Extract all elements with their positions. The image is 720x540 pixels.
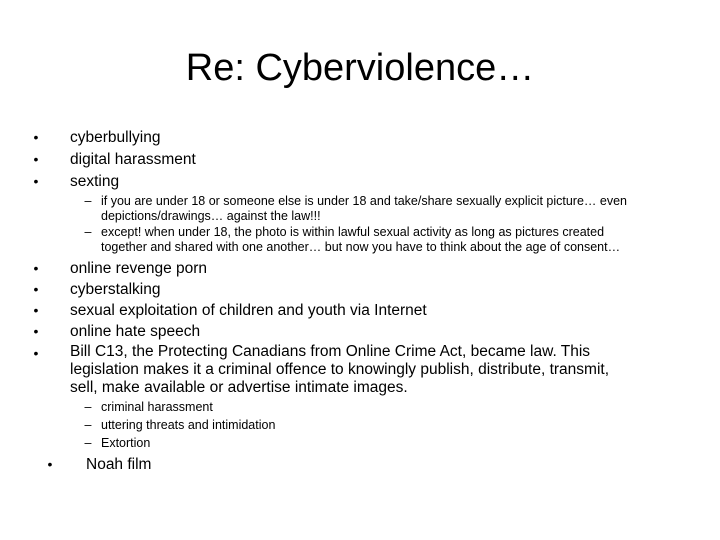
- text-line: depictions/drawings… against the law!!!: [101, 209, 321, 223]
- list-item-text: sexual exploitation of children and youth via Internet: [70, 302, 427, 319]
- bullet-icon: •: [33, 173, 39, 189]
- text-line: if you are under 18 or someone else is under 18 and take/share sexually explicit picture… even: [101, 194, 627, 208]
- bullet-icon: •: [33, 151, 39, 167]
- sub-list-item-text: criminal harassment: [101, 400, 213, 414]
- sub-list-item-text: [101, 194, 701, 224]
- bullet-icon: •: [33, 129, 39, 145]
- bullet-icon: •: [33, 260, 39, 276]
- list-item-text: cyberbullying: [70, 129, 161, 146]
- text-line: legislation makes it a criminal offence to knowingly publish, distribute, transmit,: [70, 361, 610, 378]
- bullet-icon: •: [33, 281, 39, 297]
- list-item-text: [70, 343, 670, 397]
- list-item-text: digital harassment: [70, 151, 196, 168]
- dash-icon: –: [84, 418, 92, 432]
- list-item-text: online hate speech: [70, 323, 201, 340]
- slide-title: Re: Cyberviolence…: [185, 47, 535, 89]
- text-line: sell, make available or advertise intimate images.: [70, 379, 408, 396]
- text-line: together and shared with one another… but now you have to think about the age of consent…: [101, 240, 621, 254]
- list-item-text: cyberstalking: [70, 281, 161, 298]
- bullet-icon: •: [33, 323, 39, 339]
- bullet-icon: •: [47, 456, 53, 472]
- bullet-icon: •: [33, 302, 39, 318]
- dash-icon: –: [84, 194, 92, 208]
- bullet-icon: •: [33, 345, 39, 361]
- sub-list-item-text: [101, 225, 701, 255]
- list-item-text: online revenge porn: [70, 260, 208, 277]
- dash-icon: –: [84, 400, 92, 414]
- text-line: Bill C13, the Protecting Canadians from Online Crime Act, became law. This: [70, 343, 591, 360]
- list-item-text: Noah film: [86, 456, 152, 473]
- dash-icon: –: [84, 225, 92, 239]
- list-item-text: sexting: [70, 173, 120, 190]
- text-line: except! when under 18, the photo is within lawful sexual activity as long as pictures created: [101, 225, 605, 239]
- dash-icon: –: [84, 436, 92, 450]
- sub-list-item-text: Extortion: [101, 436, 151, 450]
- sub-list-item-text: uttering threats and intimidation: [101, 418, 276, 432]
